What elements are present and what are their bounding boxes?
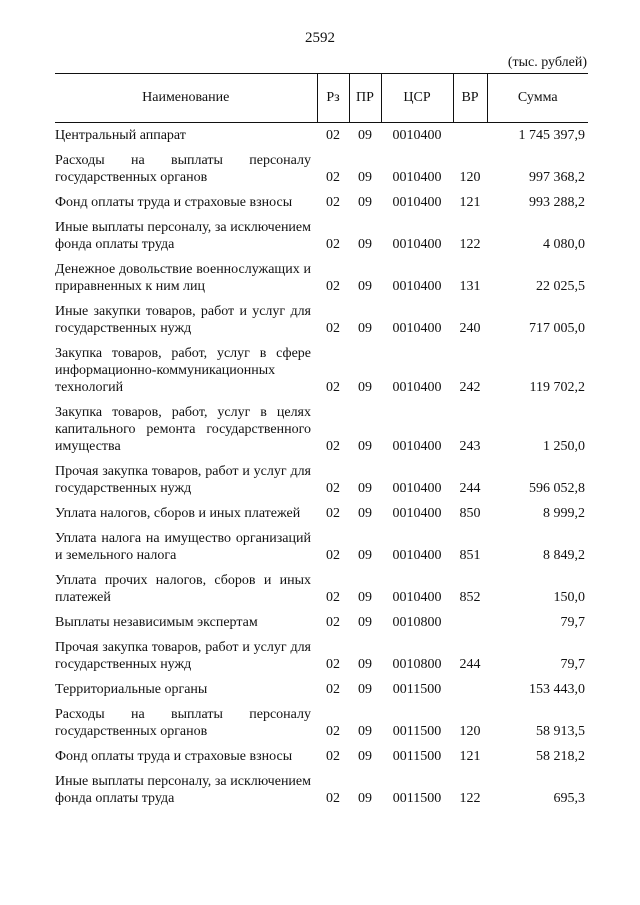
row-vr: 244: [459, 657, 481, 672]
table-row: [55, 497, 588, 522]
row-sum: 150,0: [553, 590, 585, 605]
row-sum: 717 005,0: [529, 321, 585, 336]
row-pr: 09: [358, 615, 372, 630]
row-name: Иные выплаты персоналу, за исключением фонда оплаты труда: [55, 774, 311, 806]
table-row: [55, 765, 588, 807]
row-name: Прочая закупка товаров, работ и услуг для государственных нужд: [55, 464, 311, 496]
row-pr: 09: [358, 195, 372, 210]
row-csr: 0011500: [392, 749, 442, 764]
row-name: Уплата налогов, сборов и иных платежей: [55, 506, 301, 521]
table-row: [55, 396, 588, 455]
row-vr: 243: [459, 439, 481, 454]
row-csr: 0010400: [392, 439, 442, 454]
row-pr: 09: [358, 724, 372, 739]
table-row: [55, 211, 588, 253]
row-vr: 120: [459, 170, 481, 185]
row-rz: 02: [326, 724, 340, 739]
row-csr: 0010400: [392, 506, 442, 521]
row-csr: 0010400: [392, 279, 442, 294]
row-name: Иные выплаты персоналу, за исключением фонда оплаты труда: [55, 220, 311, 252]
row-csr: 0010400: [392, 548, 442, 563]
row-rz: 02: [326, 279, 340, 294]
row-rz: 02: [326, 321, 340, 336]
row-name: Фонд оплаты труда и страховые взносы: [55, 749, 293, 764]
row-sum: 79,7: [560, 657, 585, 672]
row-name: Прочая закупка товаров, работ и услуг для государственных нужд: [55, 640, 311, 672]
row-name: Территориальные органы: [55, 682, 208, 697]
table-row: [55, 564, 588, 606]
row-pr: 09: [358, 481, 372, 496]
row-vr: 122: [459, 237, 481, 252]
row-vr: 121: [459, 195, 481, 210]
row-rz: 02: [326, 657, 340, 672]
row-csr: 0011500: [392, 724, 442, 739]
table-row: [55, 698, 588, 740]
row-csr: 0010400: [392, 128, 442, 143]
row-vr: 850: [459, 506, 481, 521]
row-csr: 0010400: [392, 170, 442, 185]
row-name: Закупка товаров, работ, услуг в сфере информационно-коммуникационных технологий: [55, 346, 311, 395]
row-pr: 09: [358, 590, 372, 605]
row-pr: 09: [358, 170, 372, 185]
row-rz: 02: [326, 749, 340, 764]
table-row: [55, 186, 588, 211]
table-row: [55, 337, 588, 396]
row-csr: 0010400: [392, 380, 442, 395]
row-rz: 02: [326, 548, 340, 563]
row-vr: 242: [459, 380, 481, 395]
row-vr: [453, 606, 487, 631]
table-row: [55, 295, 588, 337]
row-pr: 09: [358, 791, 372, 806]
row-pr: 09: [358, 321, 372, 336]
header-pr: ПР: [349, 74, 381, 123]
table-row: [55, 253, 588, 295]
table-row: [55, 606, 588, 631]
header-name: Наименование: [55, 74, 317, 123]
row-sum: 695,3: [553, 791, 585, 806]
row-name: Уплата прочих налогов, сборов и иных платежей: [55, 573, 311, 605]
row-pr: 09: [358, 749, 372, 764]
units-label: (тыс. рублей): [507, 55, 587, 70]
row-pr: 09: [358, 128, 372, 143]
row-name: Денежное довольствие военнослужащих и приравненных к ним лиц: [55, 262, 311, 294]
row-sum: 8 849,2: [543, 548, 585, 563]
table-row: [55, 144, 588, 186]
row-sum: 58 913,5: [536, 724, 585, 739]
row-vr: [453, 673, 487, 698]
row-csr: 0010400: [392, 590, 442, 605]
row-pr: 09: [358, 237, 372, 252]
row-name: Иные закупки товаров, работ и услуг для государственных нужд: [55, 304, 311, 336]
budget-table-container: [55, 73, 588, 807]
row-rz: 02: [326, 170, 340, 185]
row-name: Закупка товаров, работ, услуг в целях капитального ремонта государственного имущества: [55, 405, 311, 454]
row-rz: 02: [326, 791, 340, 806]
row-sum: 58 218,2: [536, 749, 585, 764]
row-vr: 244: [459, 481, 481, 496]
row-csr: 0010800: [392, 615, 442, 630]
row-pr: 09: [358, 439, 372, 454]
row-pr: 09: [358, 548, 372, 563]
row-sum: 22 025,5: [536, 279, 585, 294]
row-pr: 09: [358, 279, 372, 294]
row-rz: 02: [326, 380, 340, 395]
row-pr: 09: [358, 657, 372, 672]
row-rz: 02: [326, 128, 340, 143]
row-sum: 4 080,0: [543, 237, 585, 252]
row-vr: 122: [459, 791, 481, 806]
row-csr: 0011500: [392, 791, 442, 806]
row-name: Уплата налога на имущество организаций и земельного налога: [55, 531, 311, 563]
row-rz: 02: [326, 682, 340, 697]
table-row: [55, 631, 588, 673]
header-rz: Рз: [317, 74, 349, 123]
header-csr: ЦСР: [381, 74, 453, 123]
row-csr: 0010800: [392, 657, 442, 672]
row-sum: 153 443,0: [529, 682, 585, 697]
table-row: [55, 522, 588, 564]
row-name: Выплаты независимым экспертам: [55, 615, 258, 630]
row-vr: 120: [459, 724, 481, 739]
row-vr: 852: [459, 590, 481, 605]
row-pr: 09: [358, 380, 372, 395]
table-body: [55, 123, 588, 808]
row-vr: 240: [459, 321, 481, 336]
row-name: Расходы на выплаты персоналу государственных органов: [55, 153, 311, 185]
row-sum: 993 288,2: [529, 195, 585, 210]
row-sum: 79,7: [560, 615, 585, 630]
row-name: Расходы на выплаты персоналу государственных органов: [55, 707, 311, 739]
row-rz: 02: [326, 615, 340, 630]
table-row: [55, 123, 588, 145]
header-vr: ВР: [453, 74, 487, 123]
row-vr: 131: [459, 279, 481, 294]
row-rz: 02: [326, 590, 340, 605]
row-sum: 8 999,2: [543, 506, 585, 521]
row-pr: 09: [358, 682, 372, 697]
row-name: Центральный аппарат: [55, 128, 186, 143]
header-sum: Сумма: [487, 74, 588, 123]
table-row: [55, 673, 588, 698]
table-row: [55, 455, 588, 497]
row-pr: 09: [358, 506, 372, 521]
row-rz: 02: [326, 439, 340, 454]
row-csr: 0010400: [392, 195, 442, 210]
row-csr: 0011500: [392, 682, 442, 697]
row-sum: 1 250,0: [543, 439, 585, 454]
row-csr: 0010400: [392, 481, 442, 496]
row-rz: 02: [326, 481, 340, 496]
row-name: Фонд оплаты труда и страховые взносы: [55, 195, 293, 210]
row-vr: 121: [459, 749, 481, 764]
row-rz: 02: [326, 506, 340, 521]
page-number: 2592: [305, 30, 335, 46]
budget-table: [55, 73, 588, 807]
row-sum: 119 702,2: [529, 380, 585, 395]
row-sum: 596 052,8: [529, 481, 585, 496]
row-vr: [453, 123, 487, 145]
row-sum: 997 368,2: [529, 170, 585, 185]
row-rz: 02: [326, 237, 340, 252]
row-vr: 851: [459, 548, 481, 563]
row-csr: 0010400: [392, 237, 442, 252]
table-header: [55, 74, 588, 123]
row-csr: 0010400: [392, 321, 442, 336]
row-rz: 02: [326, 195, 340, 210]
table-row: [55, 740, 588, 765]
row-sum: 1 745 397,9: [518, 128, 585, 143]
